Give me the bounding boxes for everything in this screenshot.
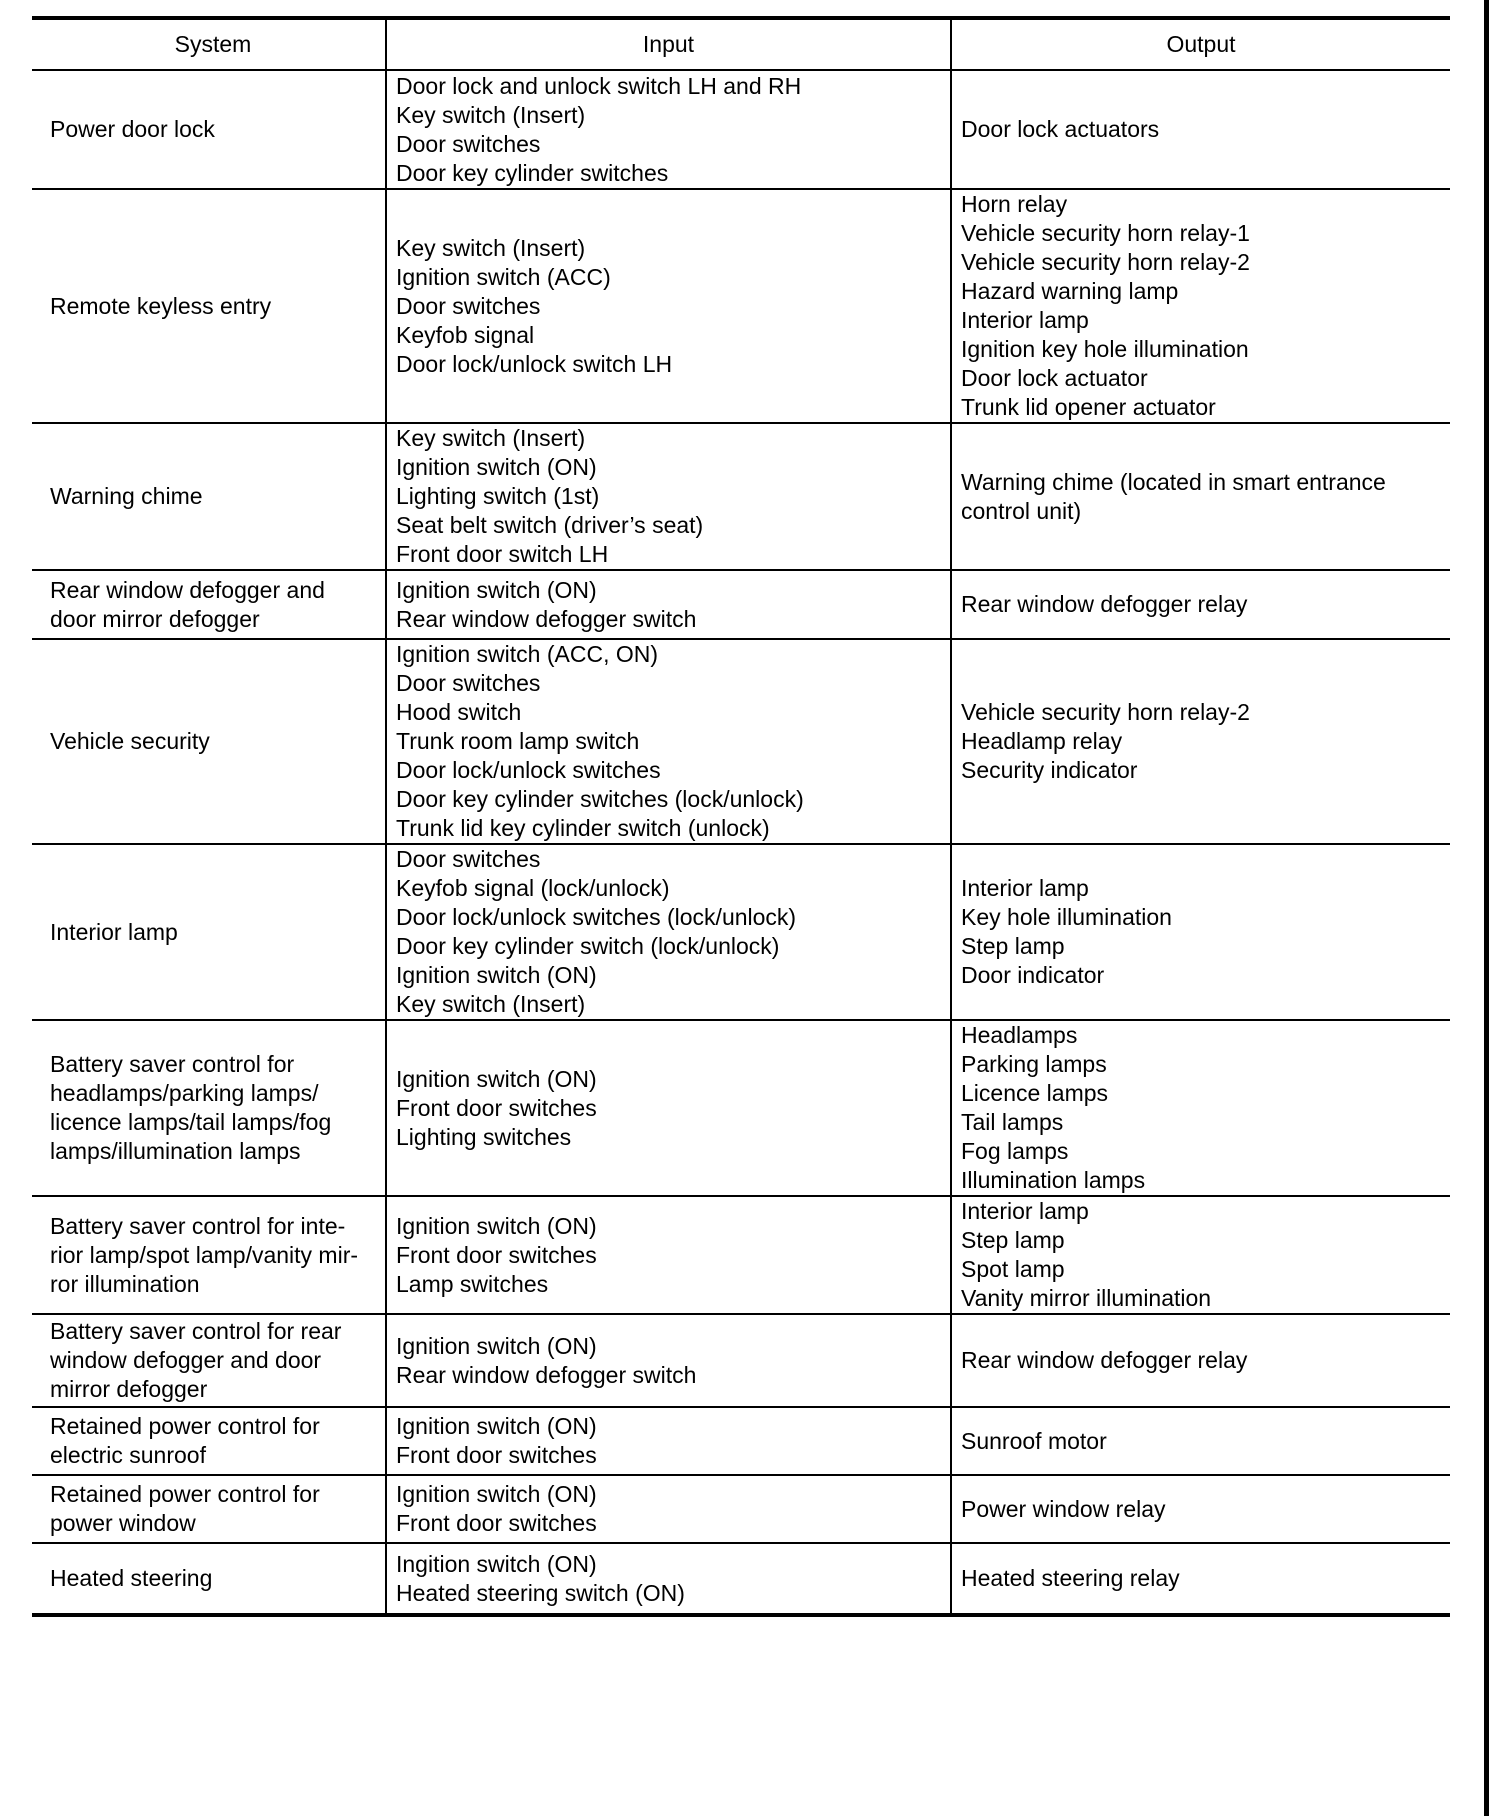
output-cell: Vehicle security horn relay-2 Headlamp relay Security indicator: [951, 639, 1450, 844]
input-cell: Ignition switch (ON) Rear window defogger switch: [386, 1314, 951, 1407]
system-cell: Interior lamp: [32, 844, 386, 1020]
input-cell: Ignition switch (ON) Front door switches: [386, 1475, 951, 1543]
header-system: System: [32, 18, 386, 70]
system-cell: Battery saver control for rear window defogger and door mirror defogger: [32, 1314, 386, 1407]
table-row: [32, 189, 1450, 423]
table-row: [32, 844, 1450, 1020]
input-cell: Key switch (Insert) Ignition switch (ACC) Door switches Keyfob signal Door lock/unlock switch LH: [386, 189, 951, 423]
output-cell: Sunroof motor: [951, 1407, 1450, 1475]
system-cell: Battery saver control for inte-rior lamp/spot lamp/vanity mir-ror illumination: [32, 1196, 386, 1314]
table-row: [32, 1543, 1450, 1615]
output-cell: Door lock actuators: [951, 70, 1450, 189]
output-cell: Heated steering relay: [951, 1543, 1450, 1615]
input-cell: Ignition switch (ON) Front door switches Lamp switches: [386, 1196, 951, 1314]
system-cell: Vehicle security: [32, 639, 386, 844]
header-output: Output: [951, 18, 1450, 70]
table-row: [32, 423, 1450, 570]
input-cell: Ignition switch (ON) Front door switches: [386, 1407, 951, 1475]
input-cell: Ignition switch (ON) Front door switches Lighting switches: [386, 1020, 951, 1196]
output-cell: Rear window defogger relay: [951, 1314, 1450, 1407]
output-cell: Warning chime (located in smart entrance control unit): [951, 423, 1450, 570]
system-cell: Power door lock: [32, 70, 386, 189]
system-cell: Retained power control for power window: [32, 1475, 386, 1543]
output-cell: Interior lamp Key hole illumination Step lamp Door indicator: [951, 844, 1450, 1020]
header-row: [32, 18, 1450, 70]
system-cell: Remote keyless entry: [32, 189, 386, 423]
system-cell: Battery saver control for headlamps/parking lamps/ licence lamps/tail lamps/fog lamps/illumination lamps: [32, 1020, 386, 1196]
system-cell: Rear window defogger and door mirror defogger: [32, 570, 386, 639]
output-cell: Rear window defogger relay: [951, 570, 1450, 639]
input-cell: Ignition switch (ON) Rear window defogger switch: [386, 570, 951, 639]
header-input: Input: [386, 18, 951, 70]
page-edge-rule: [1484, 0, 1489, 1816]
table-row: [32, 70, 1450, 189]
output-cell: Power window relay: [951, 1475, 1450, 1543]
output-cell: Horn relay Vehicle security horn relay-1 Vehicle security horn relay-2 Hazard warning lamp Interior lamp Ignition key hole illumination Door lock actuator Trunk lid opener actuator: [951, 189, 1450, 423]
table-row: [32, 639, 1450, 844]
input-cell: Ignition switch (ACC, ON) Door switches Hood switch Trunk room lamp switch Door lock/unlock switches Door key cylinder switches (lock/unlock) Trunk lid key cylinder switch (unlock): [386, 639, 951, 844]
table-row: [32, 1407, 1450, 1475]
table-row: [32, 1314, 1450, 1407]
output-cell: Interior lamp Step lamp Spot lamp Vanity mirror illumination: [951, 1196, 1450, 1314]
table-row: [32, 1196, 1450, 1314]
table-row: [32, 570, 1450, 639]
input-cell: Key switch (Insert) Ignition switch (ON) Lighting switch (1st) Seat belt switch (driver’s seat) Front door switch LH: [386, 423, 951, 570]
table-row: [32, 1020, 1450, 1196]
input-cell: Door lock and unlock switch LH and RH Key switch (Insert) Door switches Door key cylinder switches: [386, 70, 951, 189]
input-cell: Door switches Keyfob signal (lock/unlock) Door lock/unlock switches (lock/unlock) Door key cylinder switch (lock/unlock) Ignition switch (ON) Key switch (Insert): [386, 844, 951, 1020]
output-cell: Headlamps Parking lamps Licence lamps Tail lamps Fog lamps Illumination lamps: [951, 1020, 1450, 1196]
input-cell: Ingition switch (ON) Heated steering switch (ON): [386, 1543, 951, 1615]
table-row: [32, 1475, 1450, 1543]
system-cell: Heated steering: [32, 1543, 386, 1615]
system-cell: Retained power control for electric sunroof: [32, 1407, 386, 1475]
system-cell: Warning chime: [32, 423, 386, 570]
system-io-table: [32, 16, 1450, 1617]
